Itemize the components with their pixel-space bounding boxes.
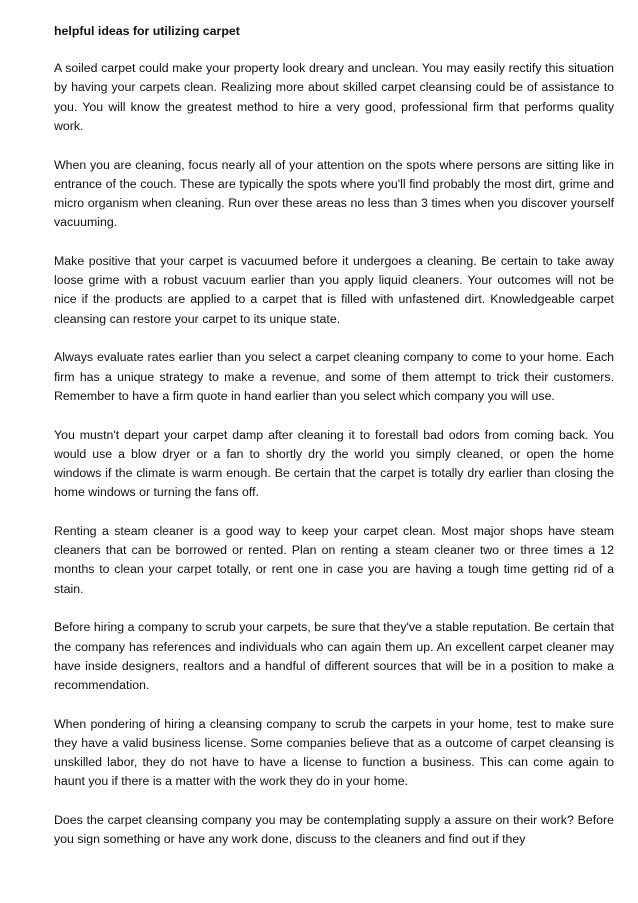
document-title: helpful ideas for utilizing carpet <box>54 24 240 38</box>
paragraph-7: Before hiring a company to scrub your carpets, be sure that they've a stable reputation. Be certain that the company has references and individuals who can again them up. An excellent carpet cleaner may have inside designers, realtors and a handful of different sources that will be in a position to make a recommendation. <box>54 620 614 693</box>
document-page <box>54 22 614 869</box>
paragraph-2: When you are cleaning, focus nearly all of your attention on the spots where persons are sitting like in entrance of the couch. These are typically the spots where you'll find probably the most dirt, grime and micro organism when cleaning. Run over these areas no less than 3 times when you discover yourself vacuuming. <box>54 157 614 230</box>
paragraph-4: Always evaluate rates earlier than you select a carpet cleaning company to come to your home. Each firm has a unique strategy to make a revenue, and some of them attempt to trick their customers. Remember to have a firm quote in hand earlier than you select which company you will use. <box>54 350 614 403</box>
paragraph-1: A soiled carpet could make your property look dreary and unclean. You may easily rectify this situation by having your carpets clean. Realizing more about skilled carpet cleansing could be of assistance to you. You will know the greatest method to hire a very good, professional firm that performs quality work. <box>54 61 614 133</box>
paragraph-6: Renting a steam cleaner is a good way to keep your carpet clean. Most major shops have steam cleaners that can be borrowed or rented. Plan on renting a steam cleaner two or three times a 12 months to clean your carpet totally, or rent one in case you are having a tough time getting rid of a stain. <box>54 524 614 596</box>
paragraph-9: Does the carpet cleansing company you may be contemplating supply a assure on their work? Before you sign something or have any work done, discuss to the cleaners and find out if they <box>54 813 614 847</box>
paragraph-3: Make positive that your carpet is vacuumed before it undergoes a cleaning. Be certain to take away loose grime with a robust vacuum earlier than you apply liquid cleaners. Your outcomes will not be nice if the products are applied to a carpet that is filled with unfastened dirt. Knowledgeable carpet cleansing can restore your carpet to its unique state. <box>54 254 614 326</box>
paragraph-5: You mustn't depart your carpet damp after cleaning it to forestall bad odors from coming back. You would use a blow dryer or a fan to shortly dry the world you simply cleaned, or open the home windows if the climate is warm enough. Be certain that the carpet is totally dry earlier than closing the home windows or turning the fans off. <box>54 427 614 500</box>
paragraph-8: When pondering of hiring a cleansing company to scrub the carpets in your home, test to make sure they have a valid business license. Some companies believe that as a outcome of carpet cleansing is unskilled labor, they do not have to have a license to function a business. This can come again to haunt you if there is a matter with the work they do in your home. <box>54 716 614 789</box>
